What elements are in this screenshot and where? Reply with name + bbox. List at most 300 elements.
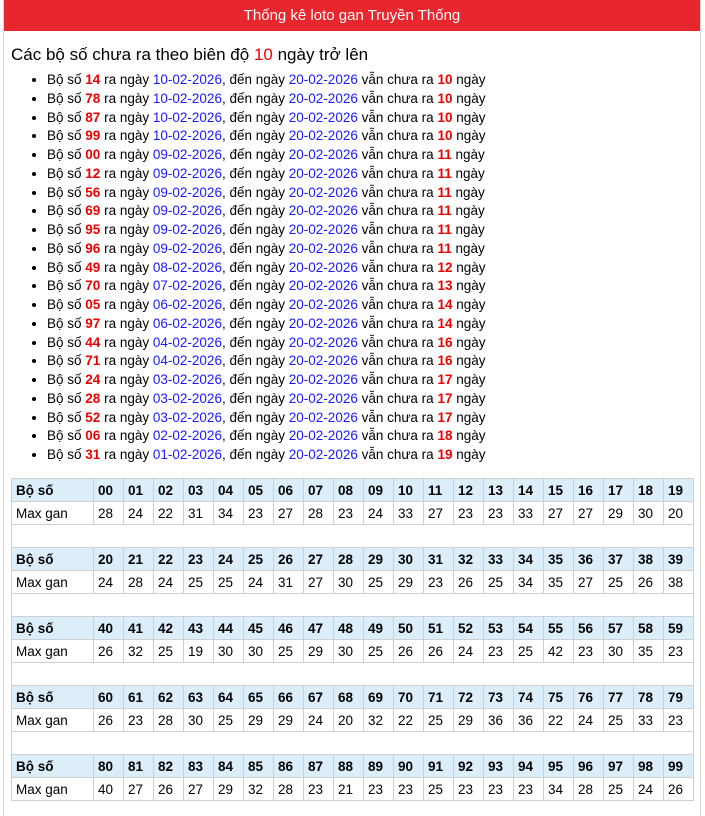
max-gan-cell: 33 — [634, 709, 664, 732]
item-prefix: Bộ số — [47, 334, 82, 350]
item-days: 17 — [437, 390, 453, 406]
item-from-date: 09-02-2026 — [152, 165, 222, 181]
item-ngay: ngày — [456, 109, 486, 125]
item-van-chua-ra: vẫn chưa ra — [361, 184, 434, 200]
item-from-date: 03-02-2026 — [152, 390, 222, 406]
max-gan-cell: 20 — [664, 502, 694, 525]
item-van-chua-ra: vẫn chưa ra — [361, 278, 434, 294]
max-gan-cell: 29 — [454, 709, 484, 732]
number-cell: 79 — [664, 686, 694, 709]
number-cell: 87 — [304, 755, 334, 778]
item-van-chua-ra: vẫn chưa ra — [361, 90, 434, 106]
max-gan-cell: 23 — [484, 502, 514, 525]
max-gan-table — [11, 685, 694, 732]
item-to-date: 20-02-2026 — [288, 278, 358, 294]
item-days: 12 — [437, 259, 453, 275]
max-gan-cell: 27 — [574, 502, 604, 525]
item-ra-ngay: ra ngày — [104, 203, 150, 219]
item-den-ngay: , đến ngày — [221, 109, 286, 125]
item-den-ngay: , đến ngày — [221, 203, 286, 219]
number-cell: 91 — [424, 755, 454, 778]
max-gan-cell: 25 — [184, 571, 214, 594]
item-prefix: Bộ số — [47, 428, 82, 444]
number-cell: 68 — [334, 686, 364, 709]
item-ngay: ngày — [456, 72, 486, 87]
max-gan-cell: 23 — [664, 709, 694, 732]
item-from-date: 07-02-2026 — [152, 278, 222, 294]
number-cell: 61 — [124, 686, 154, 709]
number-cell: 11 — [424, 479, 454, 502]
item-number: 28 — [85, 390, 101, 406]
number-cell: 64 — [214, 686, 244, 709]
max-gan-cell: 20 — [334, 709, 364, 732]
max-gan-cell: 25 — [424, 778, 454, 801]
max-gan-cell: 24 — [244, 571, 274, 594]
list-item — [47, 165, 700, 184]
item-ngay: ngày — [456, 259, 486, 275]
item-from-date: 10-02-2026 — [152, 90, 222, 106]
number-cell: 81 — [124, 755, 154, 778]
max-gan-cell: 42 — [544, 640, 574, 663]
max-gan-cell: 27 — [544, 502, 574, 525]
item-ra-ngay: ra ngày — [104, 353, 150, 369]
item-den-ngay: , đến ngày — [221, 222, 286, 237]
list-item — [47, 446, 700, 465]
list-item — [47, 296, 700, 315]
subtitle-threshold: 10 — [253, 45, 273, 64]
number-cell: 84 — [214, 755, 244, 778]
item-ngay: ngày — [456, 409, 486, 425]
max-gan-cell: 33 — [394, 502, 424, 525]
max-gan-table — [11, 616, 694, 663]
item-number: 56 — [85, 184, 101, 200]
item-number: 12 — [85, 165, 101, 181]
max-gan-cell: 25 — [484, 571, 514, 594]
number-cell: 29 — [364, 548, 394, 571]
row-label-max-gan: Max gan — [12, 502, 94, 525]
item-den-ngay: , đến ngày — [221, 278, 286, 294]
item-den-ngay: , đến ngày — [221, 390, 286, 406]
item-prefix: Bộ số — [47, 259, 82, 275]
item-days: 11 — [437, 203, 452, 219]
max-gan-cell: 24 — [94, 571, 124, 594]
list-item — [47, 315, 700, 334]
item-ra-ngay: ra ngày — [104, 390, 150, 406]
max-gan-cell: 25 — [274, 640, 304, 663]
table-spacer — [11, 732, 694, 754]
number-cell: 20 — [94, 548, 124, 571]
max-gan-cell: 29 — [274, 709, 304, 732]
item-ra-ngay: ra ngày — [104, 184, 150, 200]
number-cell: 48 — [334, 617, 364, 640]
number-cell: 12 — [454, 479, 484, 502]
max-gan-cell: 35 — [634, 640, 664, 663]
number-cell: 45 — [244, 617, 274, 640]
max-gan-cell: 32 — [364, 709, 394, 732]
number-cell: 96 — [574, 755, 604, 778]
numbers-row — [12, 686, 694, 709]
item-to-date: 20-02-2026 — [288, 203, 358, 219]
item-ra-ngay: ra ngày — [104, 147, 150, 162]
row-label-max-gan: Max gan — [12, 571, 94, 594]
item-prefix: Bộ số — [47, 109, 82, 125]
item-den-ngay: , đến ngày — [221, 334, 286, 350]
number-cell: 83 — [184, 755, 214, 778]
max-gan-cell: 25 — [364, 640, 394, 663]
number-cell: 36 — [574, 548, 604, 571]
max-gan-row — [12, 571, 694, 594]
number-cell: 47 — [304, 617, 334, 640]
list-item — [47, 352, 700, 371]
item-from-date: 03-02-2026 — [152, 372, 222, 387]
number-cell: 55 — [544, 617, 574, 640]
numbers-row — [12, 479, 694, 502]
max-gan-cell: 29 — [244, 709, 274, 732]
item-ra-ngay: ra ngày — [104, 315, 150, 331]
item-ngay: ngày — [456, 297, 486, 312]
number-cell: 09 — [364, 479, 394, 502]
max-gan-cell: 25 — [214, 709, 244, 732]
number-cell: 00 — [94, 479, 124, 502]
item-to-date: 20-02-2026 — [288, 72, 358, 87]
number-cell: 78 — [634, 686, 664, 709]
item-days: 10 — [437, 72, 453, 87]
item-to-date: 20-02-2026 — [288, 334, 358, 350]
item-ngay: ngày — [456, 315, 486, 331]
number-cell: 46 — [274, 617, 304, 640]
row-label-bo-so: Bộ số — [12, 755, 94, 778]
item-ngay: ngày — [456, 390, 486, 406]
item-number: 95 — [85, 222, 101, 237]
row-label-max-gan: Max gan — [12, 640, 94, 663]
item-den-ngay: , đến ngày — [221, 240, 286, 256]
max-gan-cell: 19 — [184, 640, 214, 663]
item-from-date: 04-02-2026 — [152, 353, 222, 369]
number-cell: 72 — [454, 686, 484, 709]
item-to-date: 20-02-2026 — [288, 165, 358, 181]
item-days: 11 — [437, 147, 452, 162]
number-cell: 44 — [214, 617, 244, 640]
item-ra-ngay: ra ngày — [104, 297, 150, 312]
max-gan-cell: 26 — [94, 709, 124, 732]
page-container — [3, 0, 701, 816]
max-gan-table — [11, 478, 694, 525]
number-cell: 63 — [184, 686, 214, 709]
item-van-chua-ra: vẫn chưa ra — [361, 409, 434, 425]
item-to-date: 20-02-2026 — [288, 428, 358, 444]
max-gan-row — [12, 709, 694, 732]
max-gan-cell: 32 — [124, 640, 154, 663]
item-van-chua-ra: vẫn chưa ra — [361, 240, 434, 256]
max-gan-cell: 25 — [604, 778, 634, 801]
number-cell: 74 — [514, 686, 544, 709]
max-gan-cell: 28 — [94, 502, 124, 525]
number-cell: 51 — [424, 617, 454, 640]
item-ra-ngay: ra ngày — [104, 278, 150, 294]
list-item — [47, 202, 700, 221]
max-gan-row — [12, 502, 694, 525]
item-ra-ngay: ra ngày — [104, 409, 150, 425]
list-item — [47, 427, 700, 446]
item-ngay: ngày — [455, 240, 485, 256]
max-gan-table — [11, 754, 694, 801]
max-gan-cell: 23 — [244, 502, 274, 525]
item-van-chua-ra: vẫn chưa ra — [361, 147, 434, 162]
item-to-date: 20-02-2026 — [288, 109, 358, 125]
item-ngay: ngày — [456, 90, 486, 106]
max-gan-cell: 27 — [424, 502, 454, 525]
item-to-date: 20-02-2026 — [288, 315, 358, 331]
item-ra-ngay: ra ngày — [104, 109, 150, 125]
item-to-date: 20-02-2026 — [288, 147, 358, 162]
max-gan-cell: 34 — [544, 778, 574, 801]
item-to-date: 20-02-2026 — [288, 184, 358, 200]
item-from-date: 06-02-2026 — [152, 315, 222, 331]
max-gan-cell: 23 — [454, 502, 484, 525]
number-cell: 03 — [184, 479, 214, 502]
number-cell: 05 — [244, 479, 274, 502]
item-van-chua-ra: vẫn chưa ra — [361, 203, 434, 219]
item-to-date: 20-02-2026 — [288, 90, 358, 106]
list-item — [47, 371, 700, 390]
item-from-date: 09-02-2026 — [152, 147, 222, 162]
number-cell: 31 — [424, 548, 454, 571]
max-gan-cell: 30 — [214, 640, 244, 663]
max-gan-cell: 23 — [664, 640, 694, 663]
number-cell: 69 — [364, 686, 394, 709]
item-ngay: ngày — [456, 428, 486, 444]
item-to-date: 20-02-2026 — [288, 297, 358, 312]
item-days: 16 — [437, 334, 453, 350]
item-den-ngay: , đến ngày — [221, 428, 286, 444]
max-gan-cell: 22 — [394, 709, 424, 732]
numbers-row — [12, 617, 694, 640]
list-item — [47, 71, 700, 90]
number-cell: 89 — [364, 755, 394, 778]
max-gan-cell: 29 — [304, 640, 334, 663]
item-ra-ngay: ra ngày — [104, 128, 150, 144]
item-number: 52 — [85, 409, 101, 425]
number-cell: 86 — [274, 755, 304, 778]
number-cell: 34 — [514, 548, 544, 571]
max-gan-cell: 36 — [484, 709, 514, 732]
item-to-date: 20-02-2026 — [288, 240, 358, 256]
item-number: 97 — [85, 315, 101, 331]
max-gan-cell: 25 — [364, 571, 394, 594]
number-cell: 16 — [574, 479, 604, 502]
number-cell: 23 — [184, 548, 214, 571]
max-gan-cell: 25 — [154, 640, 184, 663]
max-gan-cell: 31 — [184, 502, 214, 525]
item-days: 14 — [437, 315, 453, 331]
numbers-row — [12, 548, 694, 571]
number-cell: 99 — [664, 755, 694, 778]
item-prefix: Bộ số — [47, 72, 82, 87]
list-item — [47, 90, 700, 109]
item-den-ngay: , đến ngày — [221, 297, 286, 312]
number-cell: 70 — [394, 686, 424, 709]
item-number: 00 — [85, 147, 101, 162]
row-label-bo-so: Bộ số — [12, 548, 94, 571]
number-cell: 93 — [484, 755, 514, 778]
max-gan-cell: 23 — [334, 502, 364, 525]
number-cell: 25 — [244, 548, 274, 571]
item-ngay: ngày — [456, 128, 486, 144]
item-van-chua-ra: vẫn chưa ra — [361, 390, 434, 406]
max-gan-table — [11, 547, 694, 594]
max-gan-cell: 24 — [154, 571, 184, 594]
item-prefix: Bộ số — [47, 222, 82, 237]
max-gan-cell: 31 — [274, 571, 304, 594]
number-cell: 50 — [394, 617, 424, 640]
max-gan-cell: 30 — [184, 709, 214, 732]
item-ra-ngay: ra ngày — [104, 222, 150, 237]
number-cell: 40 — [94, 617, 124, 640]
item-den-ngay: , đến ngày — [221, 259, 286, 275]
item-van-chua-ra: vẫn chưa ra — [361, 297, 434, 312]
max-gan-cell: 25 — [604, 709, 634, 732]
number-cell: 56 — [574, 617, 604, 640]
number-cell: 66 — [274, 686, 304, 709]
row-label-bo-so: Bộ số — [12, 479, 94, 502]
max-gan-cell: 26 — [394, 640, 424, 663]
item-den-ngay: , đến ngày — [221, 165, 286, 181]
list-item — [47, 240, 700, 259]
item-prefix: Bộ số — [47, 128, 82, 144]
item-van-chua-ra: vẫn chưa ra — [361, 72, 434, 87]
item-from-date: 03-02-2026 — [152, 409, 222, 425]
max-gan-cell: 28 — [304, 502, 334, 525]
number-cell: 52 — [454, 617, 484, 640]
item-from-date: 04-02-2026 — [152, 334, 222, 350]
item-from-date: 08-02-2026 — [152, 259, 222, 275]
number-cell: 07 — [304, 479, 334, 502]
max-gan-cell: 34 — [214, 502, 244, 525]
item-to-date: 20-02-2026 — [288, 128, 358, 144]
number-cell: 14 — [514, 479, 544, 502]
number-cell: 27 — [304, 548, 334, 571]
number-cell: 39 — [664, 548, 694, 571]
item-prefix: Bộ số — [47, 240, 82, 256]
number-cell: 92 — [454, 755, 484, 778]
item-prefix: Bộ số — [47, 390, 82, 406]
number-cell: 37 — [604, 548, 634, 571]
numbers-row — [12, 755, 694, 778]
item-from-date: 09-02-2026 — [152, 203, 222, 219]
item-van-chua-ra: vẫn chưa ra — [361, 109, 434, 125]
item-from-date: 09-02-2026 — [152, 240, 222, 256]
list-item — [47, 184, 700, 203]
item-ra-ngay: ra ngày — [104, 372, 150, 387]
item-prefix: Bộ số — [47, 165, 82, 181]
max-gan-cell: 33 — [514, 502, 544, 525]
max-gan-cell: 23 — [574, 640, 604, 663]
list-item — [47, 109, 700, 128]
item-number: 87 — [85, 109, 101, 125]
section-subtitle — [11, 45, 700, 65]
item-ra-ngay: ra ngày — [104, 447, 150, 462]
item-from-date: 09-02-2026 — [152, 222, 222, 237]
max-gan-cell: 22 — [154, 502, 184, 525]
max-gan-cell: 29 — [394, 571, 424, 594]
table-spacer — [11, 525, 694, 547]
item-number: 31 — [85, 447, 101, 462]
item-prefix: Bộ số — [47, 203, 82, 219]
item-from-date: 10-02-2026 — [152, 109, 222, 125]
item-days: 18 — [437, 428, 453, 444]
number-cell: 77 — [604, 686, 634, 709]
item-days: 11 — [437, 165, 452, 181]
item-prefix: Bộ số — [47, 184, 82, 200]
item-den-ngay: , đến ngày — [221, 90, 286, 106]
number-cell: 59 — [664, 617, 694, 640]
item-days: 19 — [437, 447, 453, 462]
max-gan-cell: 25 — [604, 571, 634, 594]
item-number: 05 — [85, 297, 101, 312]
max-gan-cell: 36 — [514, 709, 544, 732]
item-van-chua-ra: vẫn chưa ra — [361, 428, 434, 444]
number-cell: 01 — [124, 479, 154, 502]
table-spacer — [11, 663, 694, 685]
number-cell: 30 — [394, 548, 424, 571]
max-gan-cell: 30 — [634, 502, 664, 525]
item-number: 24 — [85, 372, 101, 387]
item-to-date: 20-02-2026 — [288, 259, 358, 275]
max-gan-cell: 23 — [304, 778, 334, 801]
item-to-date: 20-02-2026 — [288, 222, 358, 237]
number-cell: 85 — [244, 755, 274, 778]
max-gan-cell: 21 — [334, 778, 364, 801]
item-ngay: ngày — [456, 334, 486, 350]
item-den-ngay: , đến ngày — [221, 147, 286, 162]
row-label-max-gan: Max gan — [12, 778, 94, 801]
number-cell: 98 — [634, 755, 664, 778]
max-gan-cell: 40 — [94, 778, 124, 801]
list-item — [47, 334, 700, 353]
number-cell: 62 — [154, 686, 184, 709]
row-label-max-gan: Max gan — [12, 709, 94, 732]
item-ra-ngay: ra ngày — [104, 90, 150, 106]
number-cell: 53 — [484, 617, 514, 640]
max-gan-cell: 24 — [634, 778, 664, 801]
max-gan-cell: 22 — [544, 709, 574, 732]
item-ra-ngay: ra ngày — [104, 240, 150, 256]
list-item — [47, 259, 700, 278]
item-ngay: ngày — [455, 222, 485, 237]
item-ra-ngay: ra ngày — [104, 165, 150, 181]
item-number: 14 — [85, 72, 101, 87]
item-van-chua-ra: vẫn chưa ra — [361, 334, 434, 350]
max-gan-cell: 23 — [484, 778, 514, 801]
max-gan-cell: 24 — [304, 709, 334, 732]
item-number: 71 — [85, 353, 101, 369]
max-gan-cell: 27 — [184, 778, 214, 801]
number-cell: 10 — [394, 479, 424, 502]
item-number: 78 — [85, 90, 101, 106]
item-prefix: Bộ số — [47, 278, 82, 294]
item-days: 17 — [437, 409, 453, 425]
item-to-date: 20-02-2026 — [288, 409, 358, 425]
list-item — [47, 221, 700, 240]
max-gan-cell: 26 — [154, 778, 184, 801]
item-prefix: Bộ số — [47, 353, 82, 369]
item-from-date: 02-02-2026 — [152, 428, 222, 444]
item-van-chua-ra: vẫn chưa ra — [361, 353, 434, 369]
number-cell: 04 — [214, 479, 244, 502]
item-den-ngay: , đến ngày — [221, 447, 286, 462]
list-item — [47, 409, 700, 428]
list-item — [47, 390, 700, 409]
